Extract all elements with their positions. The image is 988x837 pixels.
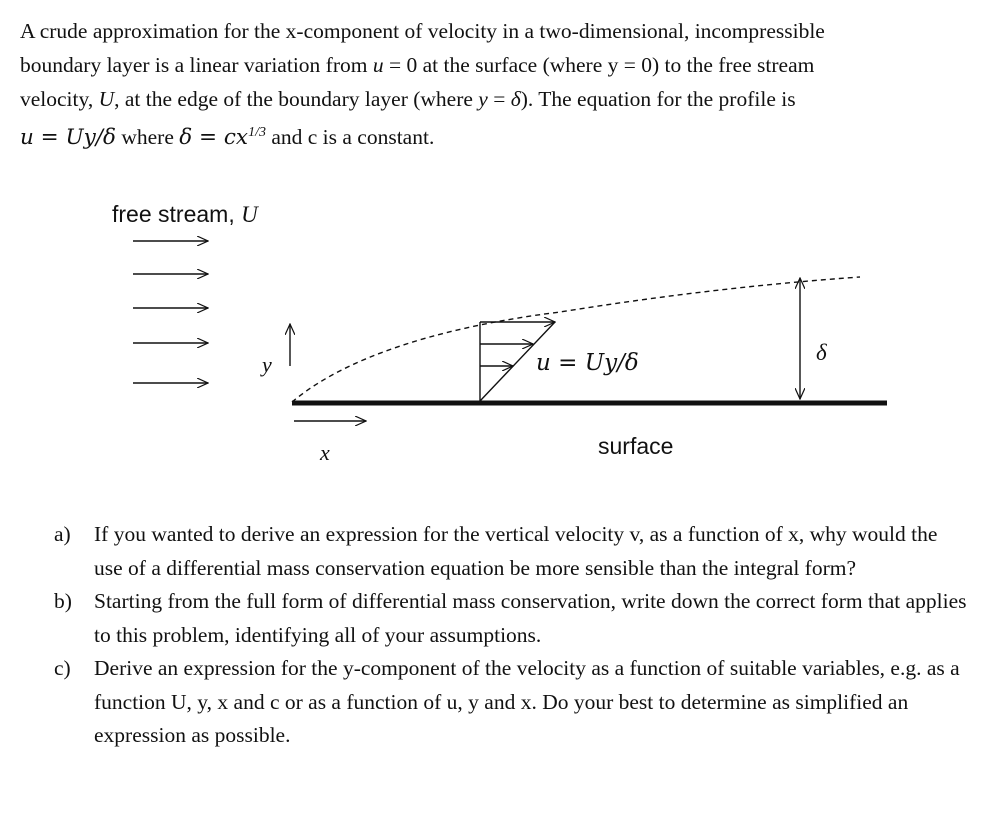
- intro-text: , at the edge of the boundary layer (where: [114, 87, 479, 111]
- question-label: a): [54, 522, 71, 546]
- question-text: If you wanted to derive an expression for the vertical velocity v, as a function of x, why would the use of a differential mass conservation equation be more sensible than the integral form?: [94, 522, 938, 580]
- question-label: c): [54, 656, 71, 680]
- exponent: 1/3: [248, 125, 266, 140]
- intro-text: ). The equation for the profile is: [520, 87, 796, 111]
- intro-text: where: [115, 125, 180, 150]
- boundary-layer-edge: [292, 277, 860, 402]
- intro-text: = 0 at the surface (where y = 0) to the free stream: [383, 53, 815, 77]
- var-delta: δ: [510, 87, 521, 111]
- var-u: u: [372, 53, 384, 77]
- question-b: [54, 585, 969, 652]
- free-stream-arrows: [133, 241, 208, 383]
- var-U: U: [98, 87, 115, 111]
- profile-equation: u = Uy/δ: [20, 125, 116, 151]
- intro-text: velocity,: [20, 87, 99, 111]
- y-axis-label: y: [262, 352, 272, 377]
- question-text: Derive an expression for the y-component of the velocity as a function of suitable variables, e.g. as a function U, y, x and c or as a function of u, y and x. Do your best to determine as simplified an expression as possible.: [94, 656, 960, 747]
- x-axis-label: x: [320, 440, 330, 465]
- free-stream-label: free stream, U: [112, 201, 258, 227]
- intro-text: =: [487, 87, 511, 111]
- delta-label: δ: [816, 340, 827, 365]
- question-c: [54, 652, 969, 753]
- question-label: b): [54, 589, 72, 613]
- intro-text: boundary layer is a linear variation from: [20, 53, 373, 77]
- question-a: [54, 518, 969, 585]
- var-y: y: [478, 87, 488, 111]
- intro-text: and c is a constant.: [265, 125, 435, 150]
- question-list: [54, 518, 969, 753]
- thickness-equation: δ = cx: [179, 125, 249, 151]
- question-text: Starting from the full form of differential mass conservation, write down the correct form that applies to this problem, identifying all of your assumptions.: [94, 589, 967, 647]
- surface-label: surface: [598, 433, 674, 459]
- intro-line-1: A crude approximation for the x-component of velocity in a two-dimensional, incompressible: [20, 19, 825, 43]
- profile-label: u = Uy/δ: [536, 350, 639, 376]
